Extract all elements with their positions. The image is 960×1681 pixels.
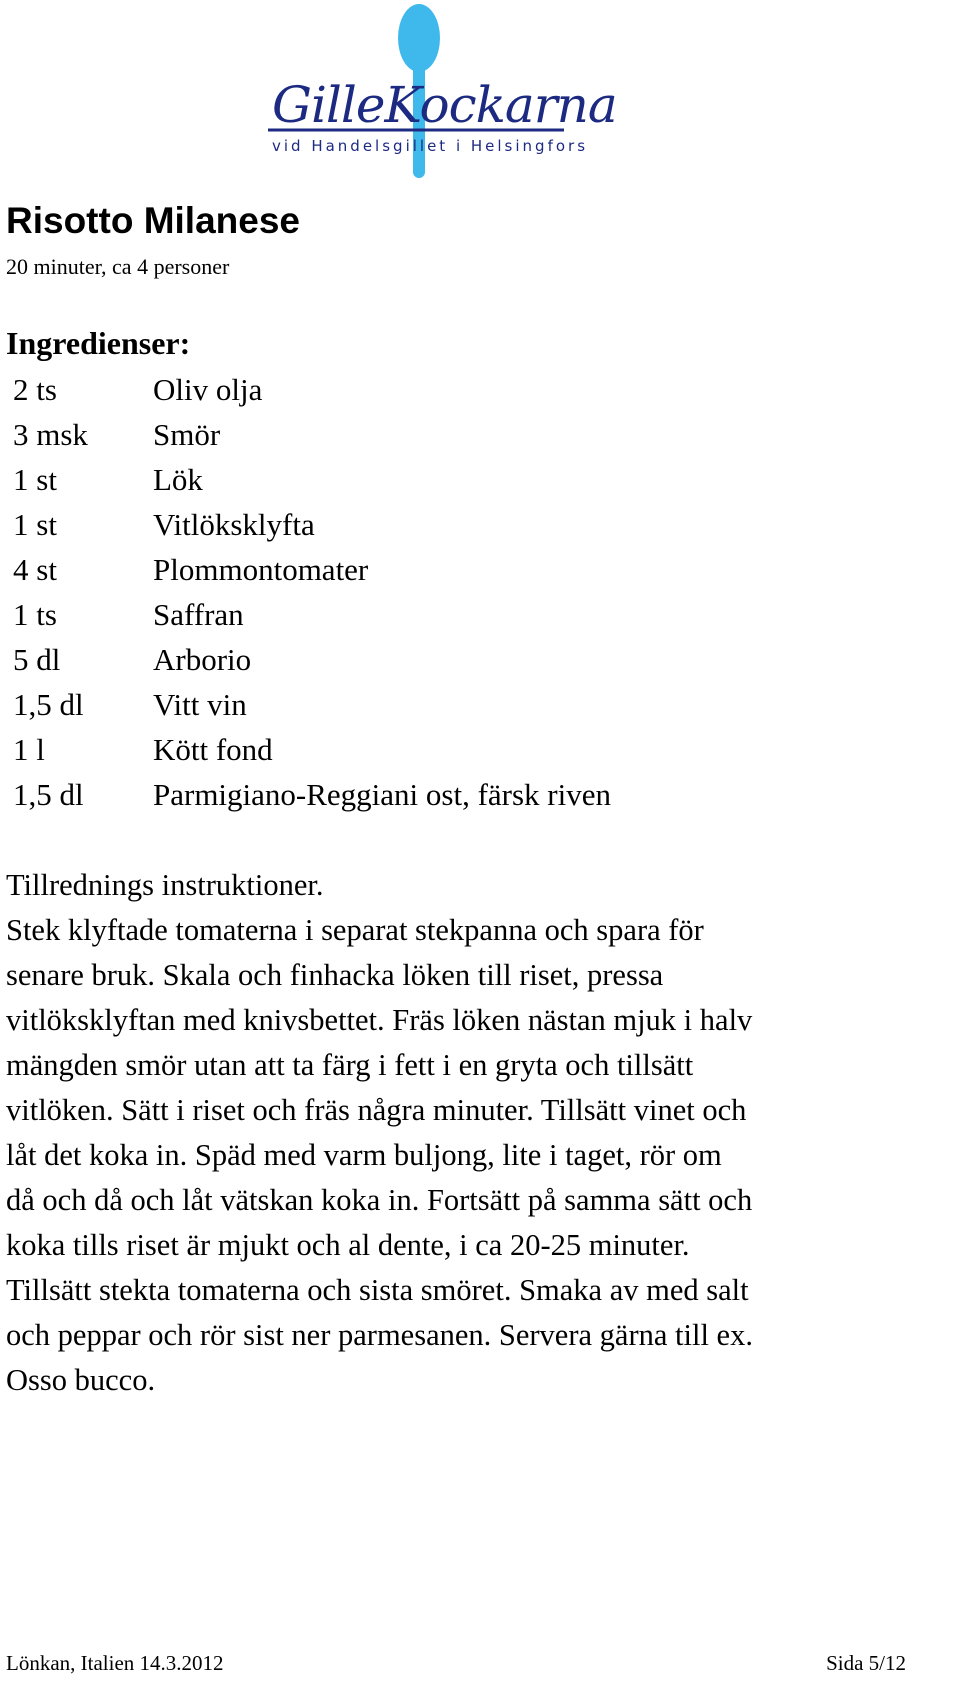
ingredient-name: Vitt vin	[153, 686, 247, 722]
svg-text:vid Handelsgillet i Helsingfor: vid Handelsgillet i Helsingfors	[272, 137, 589, 155]
ingredient-row	[13, 457, 611, 502]
ingredient-quantity: 1,5 dl	[13, 776, 84, 812]
ingredient-row	[13, 727, 611, 772]
ingredient-name: Saffran	[153, 596, 244, 632]
ingredient-quantity: 1 st	[13, 506, 57, 542]
instructions-text	[6, 863, 958, 1403]
ingredient-list	[13, 367, 611, 817]
instruction-line: låt det koka in. Späd med varm buljong, lite i taget, rör om	[6, 1138, 722, 1172]
recipe-title: Risotto Milanese	[6, 200, 300, 241]
instruction-line: Tillsätt stekta tomaterna och sista smöret. Smaka av med salt	[6, 1273, 749, 1307]
ingredient-quantity: 1 st	[13, 461, 57, 497]
instruction-line: vitlöken. Sätt i riset och fräs några minuter. Tillsätt vinet och	[6, 1093, 747, 1127]
instructions-heading: Tillrednings instruktioner.	[6, 868, 324, 902]
instruction-line: Osso bucco.	[6, 1363, 156, 1397]
ingredient-quantity: 1 ts	[13, 596, 57, 632]
instruction-line: vitlöksklyftan med knivsbettet. Fräs löken nästan mjuk i halv	[6, 1003, 753, 1037]
instruction-line: Stek klyftade tomaterna i separat stekpanna och spara för	[6, 913, 704, 947]
instruction-line: senare bruk. Skala och finhacka löken till riset, pressa	[6, 958, 664, 992]
ingredient-name: Parmigiano-Reggiani ost, färsk riven	[153, 776, 612, 812]
gillekockarna-logo	[262, 0, 617, 185]
recipe-meta: 20 minuter, ca 4 personer	[6, 254, 230, 279]
ingredient-row	[13, 502, 611, 547]
ingredient-quantity: 1 l	[13, 731, 45, 767]
ingredient-row	[13, 412, 611, 457]
ingredient-quantity: 3 msk	[13, 416, 88, 452]
ingredient-quantity: 2 ts	[13, 371, 57, 407]
instruction-line: och peppar och rör sist ner parmesanen. Servera gärna till ex.	[6, 1318, 753, 1352]
ingredient-row	[13, 367, 611, 412]
footer-location-date: Lönkan, Italien 14.3.2012	[6, 1651, 224, 1675]
ingredient-name: Oliv olja	[153, 371, 263, 407]
instruction-line: koka tills riset är mjukt och al dente, i ca 20-25 minuter.	[6, 1228, 690, 1262]
ingredients-heading: Ingredienser:	[6, 325, 191, 361]
ingredient-row	[13, 637, 611, 682]
instruction-line: då och då och låt vätskan koka in. Fortsätt på samma sätt och	[6, 1183, 753, 1217]
ingredient-name: Arborio	[153, 641, 252, 677]
svg-text:GilleKockarna: GilleKockarna	[272, 76, 617, 134]
ingredient-name: Vitlöksklyfta	[153, 506, 315, 542]
ingredient-name: Smör	[153, 416, 221, 452]
footer-page-number: Sida 5/12	[826, 1651, 906, 1675]
spoon-logo-icon	[262, 0, 617, 185]
ingredient-row	[13, 772, 611, 817]
ingredient-name: Kött fond	[153, 731, 273, 767]
ingredient-quantity: 1,5 dl	[13, 686, 84, 722]
ingredient-name: Lök	[153, 461, 203, 497]
instruction-line: mängden smör utan att ta färg i fett i en gryta och tillsätt	[6, 1048, 694, 1082]
ingredient-row	[13, 592, 611, 637]
ingredient-quantity: 5 dl	[13, 641, 61, 677]
ingredient-quantity: 4 st	[13, 551, 57, 587]
ingredient-row	[13, 547, 611, 592]
ingredient-name: Plommontomater	[153, 551, 369, 587]
ingredient-row	[13, 682, 611, 727]
